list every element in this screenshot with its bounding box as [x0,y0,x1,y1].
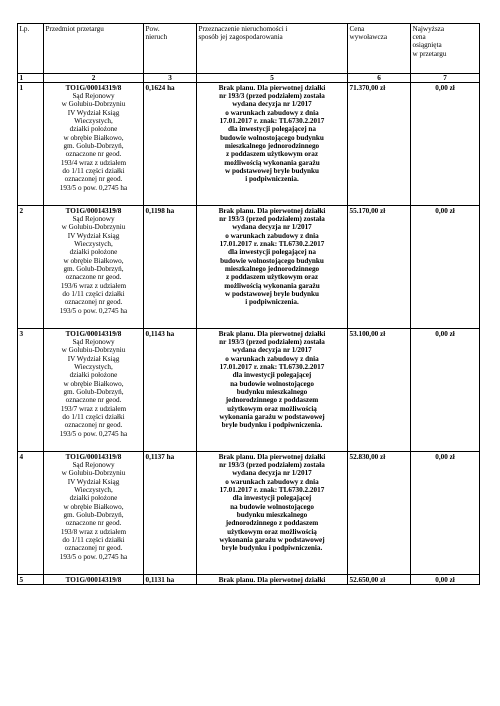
subject-description: Sąd Rejonowy w Golubiu-Dobrzyniu IV Wydział Ksiąg Wieczystych, działki położone w obrębie Białkowo, gm. Golub-Dobrzyń, oznaczone nr geod. 193/6 wraz z udziałem do 1/11 części działki oznaczonej nr geod. 193/5 o pow. 0,2745 ha [59,214,128,315]
row-starting-price: 55.170,00 zł [348,206,411,329]
header-lp: Lp. [18,24,44,74]
land-register-number: TO1G/00014319/8 [65,206,122,215]
header-row [18,24,480,74]
row-starting-price: 52.650,00 zł [348,575,411,585]
table-row [18,329,480,452]
row-area: 0,1137 ha [144,452,197,575]
row-subject [44,575,144,585]
header-max-price: Najwyższa cena osiągnięta w przetargu [411,24,480,74]
row-lp: 4 [18,452,44,575]
land-register-number: TO1G/00014319/8 [65,452,122,461]
row-subject [44,452,144,575]
table-row [18,206,480,329]
auction-table [17,23,480,585]
header-price: Cena wywoławcza [348,24,411,74]
row-area: 0,1143 ha [144,329,197,452]
row-max-price: 0,00 zł [411,206,480,329]
row-starting-price: 52.830,00 zł [348,452,411,575]
row-subject [44,329,144,452]
row-purpose: Brak planu. Dla pierwotnej działki nr 193/3 (przed podziałem) została wydana decyzja nr 1/2017 o warunkach zabudowy z dnia 17.01.2017 r. znak: TL6730.2.2017 dla inwestycji polegającej na budowie wolnostojącego budynku mieszkalnego jednorodzinnego z poddaszem użytkowym oraz możliwością wykonania garażu w podstawowej bryle budynku i podpiwniczenia. [197,83,348,206]
row-subject [44,206,144,329]
row-lp: 1 [18,83,44,206]
row-lp: 3 [18,329,44,452]
header-purpose: Przeznaczenie nieruchomości i sposób jej zagospodarowania [197,24,348,74]
land-register-number: TO1G/00014319/8 [65,83,122,92]
row-purpose: Brak planu. Dla pierwotnej działki nr 193/3 (przed podziałem) została wydana decyzja nr 1/2017 o warunkach zabudowy z dnia 17.01.2017 r. znak: TL6730.2.2017 dla inwestycji polegającej na budowie wolnostojącego budynku mieszkalnego jednorodzinnego z poddaszem użytkowym oraz możliwością wykonania garażu w podstawowej bryle budynku i podpiwniczenia. [197,206,348,329]
row-max-price: 0,00 zł [411,452,480,575]
land-register-number: TO1G/00014319/8 [65,329,122,338]
table-row [18,452,480,575]
row-max-price: 0,00 zł [411,329,480,452]
row-area: 0,1198 ha [144,206,197,329]
header-area: Pow. nieruch [144,24,197,74]
row-lp: 2 [18,206,44,329]
row-purpose: Brak planu. Dla pierwotnej działki [197,575,348,585]
column-number: 6 [348,74,411,83]
row-purpose: Brak planu. Dla pierwotnej działki nr 193/3 (przed podziałem) została wydana decyzja nr 1/2017 o warunkach zabudowy z dnia 17.01.2017 r. znak: TL6730.2.2017 dla inwestycji polegającej na budowie wolnostojącego budynku mieszkalnego jednorodzinnego z poddaszem użytkowym oraz możliwością wykonania garażu w podstawowej bryle budynku i podpiwniczenia. [197,452,348,575]
table-body [18,83,480,585]
row-starting-price: 71.370,00 zł [348,83,411,206]
column-number: 7 [411,74,480,83]
table-row [18,83,480,206]
column-number-row [18,74,480,83]
subject-description: Sąd Rejonowy w Golubiu-Dobrzyniu IV Wydział Ksiąg Wieczystych, działki położone w obrębie Białkowo, gm. Golub-Dobrzyń, oznaczone nr geod. 193/8 wraz z udziałem do 1/11 części działki oznaczonej nr geod. 193/5 o pow. 0,2745 ha [59,460,128,561]
subject-description: Sąd Rejonowy w Golubiu-Dobrzyniu IV Wydział Ksiąg Wieczystych, działki położone w obrębie Białkowo, gm. Golub-Dobrzyń, oznaczone nr geod. 193/4 wraz z udziałem do 1/11 części działki oznaczonej nr geod. 193/5 o pow. 0,2745 ha [59,91,128,192]
table-row [18,575,480,585]
column-number: 2 [44,74,144,83]
row-starting-price: 53.100,00 zł [348,329,411,452]
land-register-number: TO1G/00014319/8 [65,575,122,584]
column-number: 3 [144,74,197,83]
subject-description: Sąd Rejonowy w Golubiu-Dobrzyniu IV Wydział Ksiąg Wieczystych, działki położone w obrębie Białkowo, gm. Golub-Dobrzyń, oznaczone nr geod. 193/7 wraz z udziałem do 1/11 części działki oznaczonej nr geod. 193/5 o pow. 0,2745 ha [59,337,128,438]
row-max-price: 0,00 zł [411,575,480,585]
row-purpose: Brak planu. Dla pierwotnej działki nr 193/3 (przed podziałem) została wydana decyzja nr 1/2017 o warunkach zabudowy z dnia 17.01.2017 r. znak: TL6730.2.2017 dla inwestycji polegającej na budowie wolnostojącego budynku mieszkalnego jednorodzinnego z poddaszem użytkowym oraz możliwością wykonania garażu w podstawowej bryle budynku i podpiwniczenia. [197,329,348,452]
row-max-price: 0,00 zł [411,83,480,206]
row-area: 0,1624 ha [144,83,197,206]
header-subject: Przedmiot przetargu [44,24,144,74]
row-area: 0,1131 ha [144,575,197,585]
column-number: 5 [197,74,348,83]
row-subject [44,83,144,206]
column-number: 1 [18,74,44,83]
row-lp: 5 [18,575,44,585]
